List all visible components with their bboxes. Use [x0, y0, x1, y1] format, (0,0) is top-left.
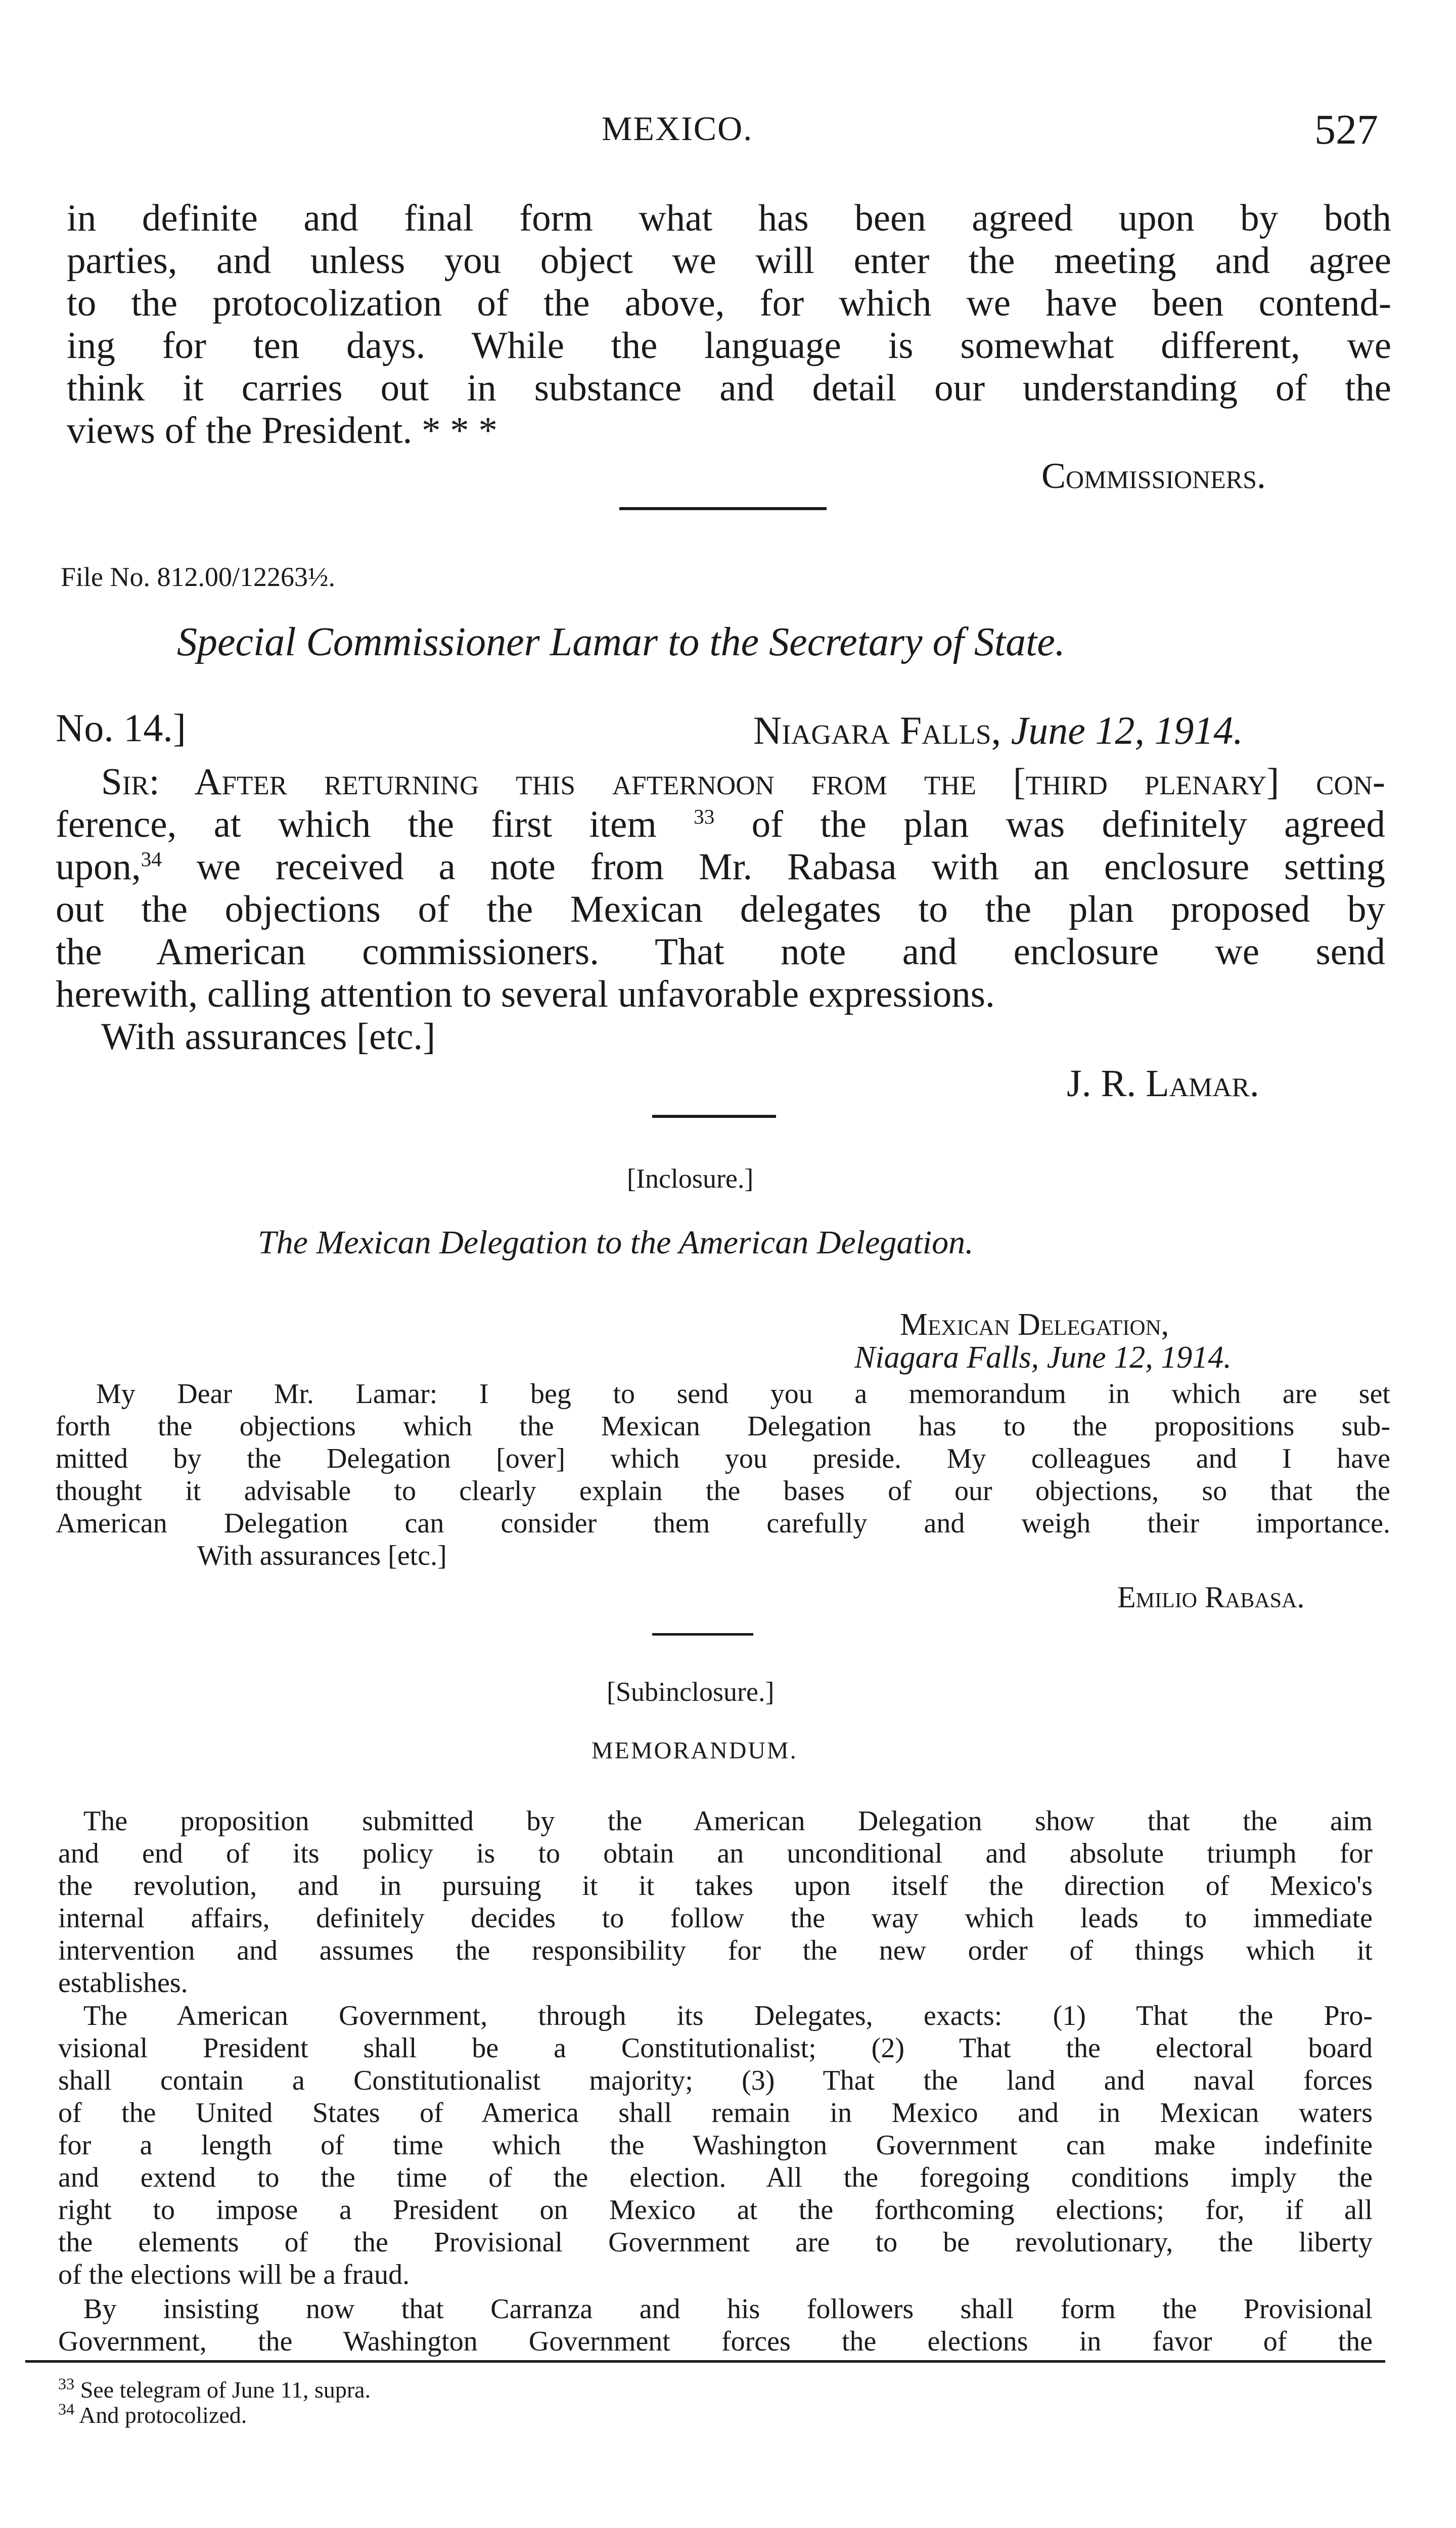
text-line: mitted by the Delegation [over] which you preside. My colleagues and I have	[56, 1443, 1390, 1474]
rabasa-signature: Emilio Rabasa.	[1117, 1581, 1305, 1614]
lamar-signature: J. R. Lamar.	[1067, 1062, 1259, 1105]
inclosure-from: Mexican Delegation,	[900, 1307, 1169, 1342]
salutation-sir-line: Sir: After returning this afternoon from the [third plenary] con-	[101, 761, 1385, 803]
text-line: to the protocolization of the above, for which we have been contend-	[67, 282, 1391, 324]
text-line: establishes.	[58, 1967, 188, 1999]
text-line: the revolution, and in pursuing it it takes upon itself the direction of Mexico's	[58, 1870, 1373, 1902]
text-line: think it carries out in substance and detail our understanding of the	[67, 367, 1391, 409]
text-line	[56, 761, 1385, 803]
text-line: for a length of time which the Washington Government can make indefinite	[58, 2130, 1373, 2161]
letter-date: June 12, 1914.	[1011, 708, 1243, 752]
text-line: views of the President. * * *	[67, 410, 497, 452]
footnote-34	[58, 2402, 247, 2428]
memorandum-paragraph-1	[58, 1805, 1373, 1999]
text-line: shall contain a Constitutionalist majority; (3) That the land and naval forces	[58, 2065, 1373, 2096]
memorandum-paragraph-3	[58, 2293, 1373, 2358]
letter-body	[56, 761, 1385, 1058]
footnote-ref: 34	[141, 847, 162, 871]
text-line: With assurances [etc.]	[101, 1016, 436, 1058]
footnote-text: And protocolized.	[79, 2402, 247, 2428]
continuation-paragraph	[67, 197, 1391, 452]
text-line: With assurances [etc.]	[197, 1540, 447, 1571]
divider-rule	[652, 1633, 753, 1636]
text-line: of the United States of America shall remain in Mexico and in Mexican waters	[58, 2097, 1373, 2129]
footnote-ref: 33	[694, 805, 715, 828]
letter-place: Niagara Falls,	[753, 708, 1002, 752]
text-line: visional President shall be a Constitutionalist; (2) That the electoral board	[58, 2033, 1373, 2064]
inclosure-label: [Inclosure.]	[627, 1163, 754, 1194]
text-line: out the objections of the Mexican delegates to the plan proposed by	[56, 888, 1385, 930]
footnote-text: See telegram of June 11, supra.	[80, 2377, 371, 2403]
footnote-number: 34	[58, 2400, 75, 2418]
subinclosure-label: [Subinclosure.]	[607, 1677, 775, 1707]
divider-rule	[652, 1115, 776, 1118]
text-line: the elements of the Provisional Government are to be revolutionary, the liberty	[58, 2227, 1373, 2258]
file-number: File No. 812.00/12263½.	[61, 562, 336, 592]
footnote-separator	[25, 2360, 1385, 2363]
text-line: parties, and unless you object we will enter the meeting and agree	[67, 240, 1391, 282]
text-line: The American Government, through its Delegates, exacts: (1) That the Pro-	[83, 2000, 1373, 2032]
letter-number: No. 14.]	[56, 706, 186, 750]
text-line: in definite and final form what has been agreed upon by both	[67, 197, 1391, 239]
memorandum-title: MEMORANDUM.	[592, 1737, 798, 1764]
text-line: and extend to the time of the election. All the foregoing conditions imply the	[58, 2162, 1373, 2193]
inclosure-letter-body	[56, 1378, 1390, 1572]
text-line: My Dear Mr. Lamar: I beg to send you a memorandum in which are set	[96, 1378, 1390, 1410]
text-line: ing for ten days. While the language is somewhat different, we	[67, 325, 1391, 367]
text-line: herewith, calling attention to several unfavorable expressions.	[56, 973, 995, 1015]
letter-heading: Special Commissioner Lamar to the Secretary of State.	[177, 620, 1065, 664]
text-line: By insisting now that Carranza and his followers shall form the Provisional	[83, 2293, 1373, 2325]
divider-rule	[619, 507, 827, 510]
text-line: intervention and assumes the responsibility for the new order of things which it	[58, 1935, 1373, 1966]
commissioners-signature: Commissioners.	[1041, 456, 1266, 496]
inclosure-heading: The Mexican Delegation to the American Delegation.	[258, 1224, 974, 1261]
text-line: ference, at which the first item $^{33}$ of the plan was definitely agreed	[56, 803, 1385, 845]
text-line: Government, the Washington Government forces the elections in favor of the	[58, 2326, 1373, 2357]
text-line: internal affairs, definitely decides to follow the way which leads to immediate	[58, 1903, 1373, 1934]
memorandum-paragraph-2	[58, 2000, 1373, 2291]
running-header-title: MEXICO.	[602, 109, 753, 148]
text-line: American Delegation can consider them carefully and weigh their importance.	[56, 1508, 1390, 1539]
text-line: of the elections will be a fraud.	[58, 2259, 410, 2290]
footnote-33	[58, 2376, 371, 2403]
text-line: the American commissioners. That note and enclosure we send	[56, 931, 1385, 973]
text-line: forth the objections which the Mexican Delegation has to the propositions sub-	[56, 1411, 1390, 1442]
text-line: right to impose a President on Mexico at the forthcoming elections; for, if all	[58, 2194, 1373, 2226]
text-line: thought it advisable to clearly explain the bases of our objections, so that the	[56, 1475, 1390, 1507]
inclosure-date: Niagara Falls, June 12, 1914.	[854, 1340, 1232, 1375]
letter-dateline	[753, 708, 1243, 753]
footnote-number: 33	[58, 2374, 75, 2393]
text-line: The proposition submitted by the American Delegation show that the aim	[83, 1805, 1373, 1837]
text-line: and end of its policy is to obtain an unconditional and absolute triumph for	[58, 1838, 1373, 1869]
page-number: 527	[1314, 106, 1378, 153]
text-line: upon,$^{34}$ we received a note from Mr. Rabasa with an enclosure setting	[56, 846, 1385, 888]
